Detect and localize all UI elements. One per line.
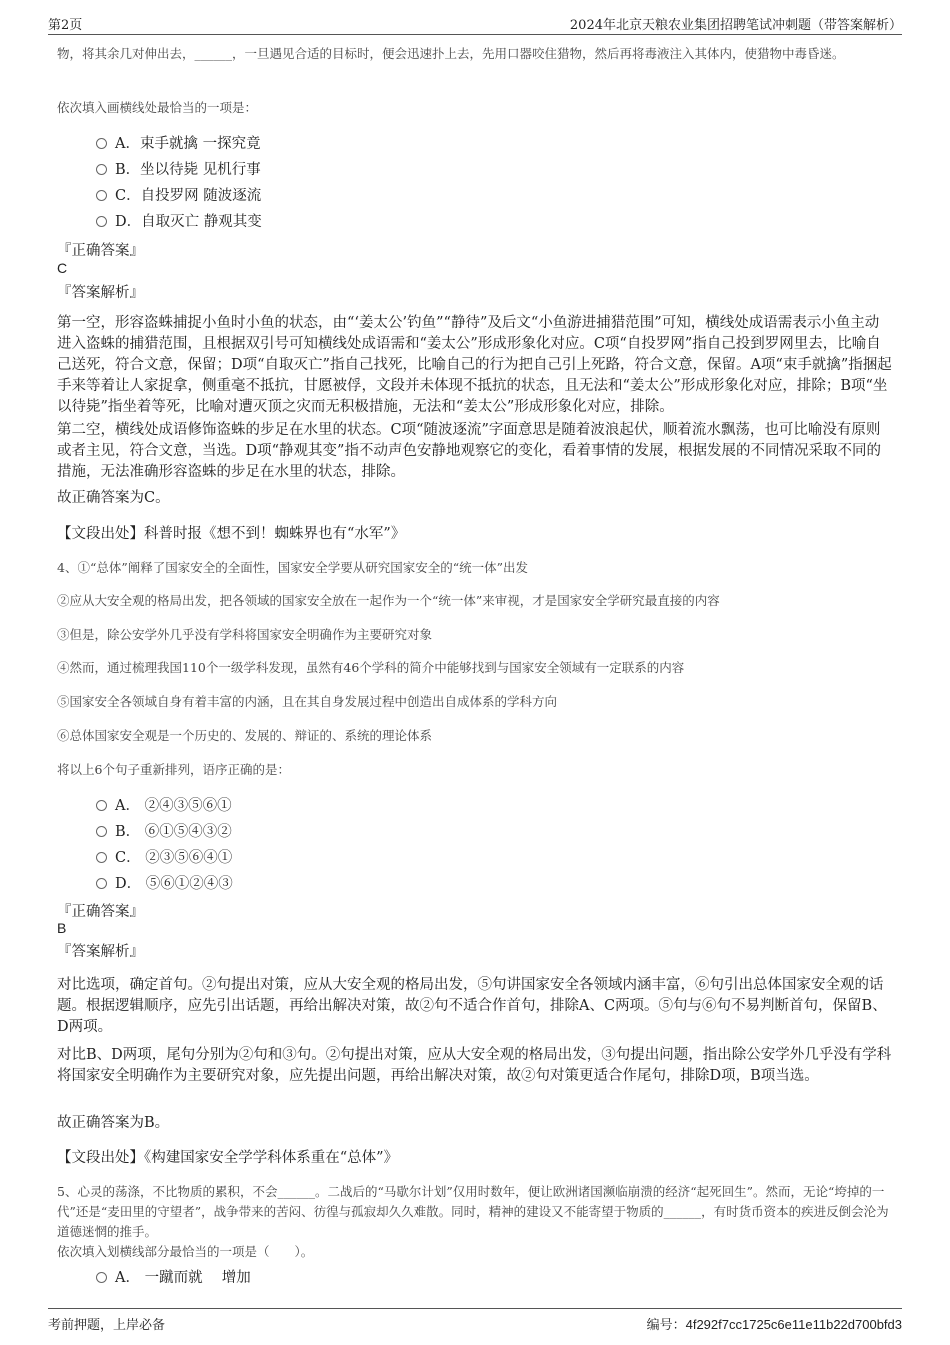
option-label: B．坐以待毙 见机行事: [115, 162, 261, 178]
q5-option-a[interactable]: [96, 1266, 251, 1292]
q3-source: 【文段出处】科普时报《想不到！蜘蛛界也有“水军”》: [57, 526, 406, 542]
q4-sentence-6: ⑥总体国家安全观是一个历史的、发展的、辩证的、系统的理论体系: [57, 728, 433, 743]
page-number: 第2页: [48, 18, 83, 33]
document-title: 2024年北京天粮农业集团招聘笔试冲刺题（带答案解析）: [569, 18, 902, 33]
q4-analysis-p2: 对比B、D两项，尾句分别为②句和③句。②句提出对策，应从大安全观的格局出发，③句提出问题，指出除公安学外几乎没有学科将国家安全明确作为主要研究对象，应先提出问题，再给出解决对策，故②句对策更适合作尾句，排除D项，B项当选。: [57, 1047, 892, 1084]
q3-analysis-p2: 第二空，横线处成语修饰盗蛛的步足在水里的状态。C项“随波逐流”字面意思是随着波浪起伏，顺着流水飘荡，也可比喻没有原则或者主见，符合文意，当选。D项“静观其变”指不动声色安静地观察它的变化，看着事情的发展，根据发展的不同情况采取不同的措施，无法准确形容盗蛛的步足在水里的状态，排除。: [57, 422, 881, 480]
option-label: D．自取灭亡 静观其变: [115, 214, 262, 230]
q4-source: 【文段出处】《构建国家安全学学科体系重在“总体”》: [57, 1150, 399, 1166]
q4-option-d[interactable]: [96, 872, 233, 898]
radio-icon[interactable]: [96, 164, 107, 175]
radio-icon[interactable]: [96, 852, 107, 863]
page-footer: [48, 1308, 902, 1335]
option-label: D． ⑤⑥①②④③: [115, 876, 233, 892]
q4-sentence-1: 4、①“总体”阐释了国家安全的全面性，国家安全学要从研究国家安全的“统一体”出发: [57, 560, 529, 575]
q4-sentence-3: ③但是，除公安学外几乎没有学科将国家安全明确作为主要研究对象: [57, 627, 433, 642]
document-code: [647, 1314, 902, 1333]
option-label: C．自投罗网 随波逐流: [115, 188, 262, 204]
q3-analysis-p1: 第一空，形容盗蛛捕捉小鱼时小鱼的状态，由“‘姜太公’钓鱼”“静待”及后文“小鱼游进捕猎范围”可知，横线处成语需表示小鱼主动进入盗蛛的捕猎范围，且根据双引号可知横线处成语需和“姜太公”形成形象化对应。C项“自投罗网”指自己投到罗网里去，比喻自己送死，符合文意，保留；D项“自取灭亡”指自己找死，比喻自己的行为把自己引上死路，符合文意，保留。A项“束手就擒”指捆起手来等着让人家捉拿，侧重毫不抵抗，甘愿被俘，文段并未体现不抵抗的状态，且无法和“姜太公”形成形象化对应，排除；B项“坐以待毙”指坐着等死，比喻对遭灭顶之灾而无积极措施，无法和“姜太公”形成形象化对应，排除。: [57, 315, 892, 415]
q3-answer: C: [57, 260, 68, 276]
option-label: A． ②④③⑤⑥①: [115, 798, 232, 814]
option-label: B． ⑥①⑤④③②: [115, 824, 232, 840]
q4-analysis-p1: 对比选项，确定首句。②句提出对策，应从大安全观的格局出发，⑤句讲国家安全各领域内涵丰富，⑥句引出总体国家安全观的话题。根据逻辑顺序，应先引出话题，再给出解决对策，故②句不适合作首句，排除A、C两项。⑤句与⑥句不易判断首句，保留B、D两项。: [57, 977, 887, 1035]
q5-options: [96, 1266, 251, 1292]
radio-icon[interactable]: [96, 826, 107, 837]
option-label: C． ②③⑤⑥④①: [115, 850, 233, 866]
radio-icon[interactable]: [96, 800, 107, 811]
q3-conclusion: 故正确答案为C。: [57, 490, 170, 506]
option-label: A． 一蹴而就 增加: [115, 1270, 251, 1286]
radio-icon[interactable]: [96, 190, 107, 201]
q4-option-c[interactable]: [96, 846, 233, 872]
q3-stem-tail: 物，将其余几对伸出去，______，一旦遇见合适的目标时，便会迅速扑上去，先用口器咬住猎物，然后再将毒液注入其体内，使猎物中毒昏迷。: [57, 46, 845, 61]
q4-answer-label: 『正确答案』: [57, 904, 144, 920]
code-label: 编号：: [646, 1318, 686, 1333]
q4-option-a[interactable]: [96, 794, 233, 820]
q3-option-b[interactable]: [96, 158, 262, 184]
page-header: [48, 12, 902, 35]
q3-option-d[interactable]: [96, 210, 262, 236]
q3-option-c[interactable]: [96, 184, 262, 210]
q4-answer: B: [57, 920, 67, 936]
q3-prompt: 依次填入画横线处最恰当的一项是：: [57, 100, 258, 115]
radio-icon[interactable]: [96, 1272, 107, 1283]
q4-sentence-4: ④然而，通过梳理我国110个一级学科发现，虽然有46个学科的简介中能够找到与国家安全领域有一定联系的内容: [57, 660, 685, 675]
q3-answer-label: 『正确答案』: [57, 243, 144, 259]
q3-option-a[interactable]: [96, 132, 262, 158]
q4-sentence-5: ⑤国家安全各领域自身有着丰富的内涵，且在其自身发展过程中创造出自成体系的学科方向: [57, 694, 558, 709]
q4-options: [96, 794, 233, 898]
q5-stem: 5、心灵的荡涤，不比物质的累积，不会______。二战后的“马歇尔计划”仅用时数年，便让欧洲诸国濒临崩溃的经济“起死回生”。然而，无论“垮掉的一代”还是“麦田里的守望者”，战争带来的苦闷、彷徨与孤寂却久久难散。同时，精神的建设又不能寄望于物质的______，有时货币资本的疾进反倒会沦为道德迷惘的推手。: [57, 1184, 889, 1239]
q3-options: [96, 132, 262, 236]
option-label: A．束手就擒 一探究竟: [115, 136, 261, 152]
radio-icon[interactable]: [96, 878, 107, 889]
code-value: 4f292f7cc1725c6e11e11b22d700bfd3: [685, 1317, 902, 1332]
q4-sentence-2: ②应从大安全观的格局出发，把各领域的国家安全放在一起作为一个“统一体”来审视，才是国家安全学研究最直接的内容: [57, 593, 720, 608]
footer-slogan: 考前押题，上岸必备: [48, 1318, 166, 1333]
q4-analysis-label: 『答案解析』: [57, 944, 144, 960]
q4-option-b[interactable]: [96, 820, 233, 846]
q4-prompt: 将以上6个句子重新排列，语序正确的是：: [57, 762, 290, 777]
radio-icon[interactable]: [96, 216, 107, 227]
q5-prompt: 依次填入划横线部分最恰当的一项是（ ）。: [57, 1244, 314, 1259]
q4-conclusion: 故正确答案为B。: [57, 1115, 170, 1131]
q3-analysis-label: 『答案解析』: [57, 285, 144, 301]
radio-icon[interactable]: [96, 138, 107, 149]
